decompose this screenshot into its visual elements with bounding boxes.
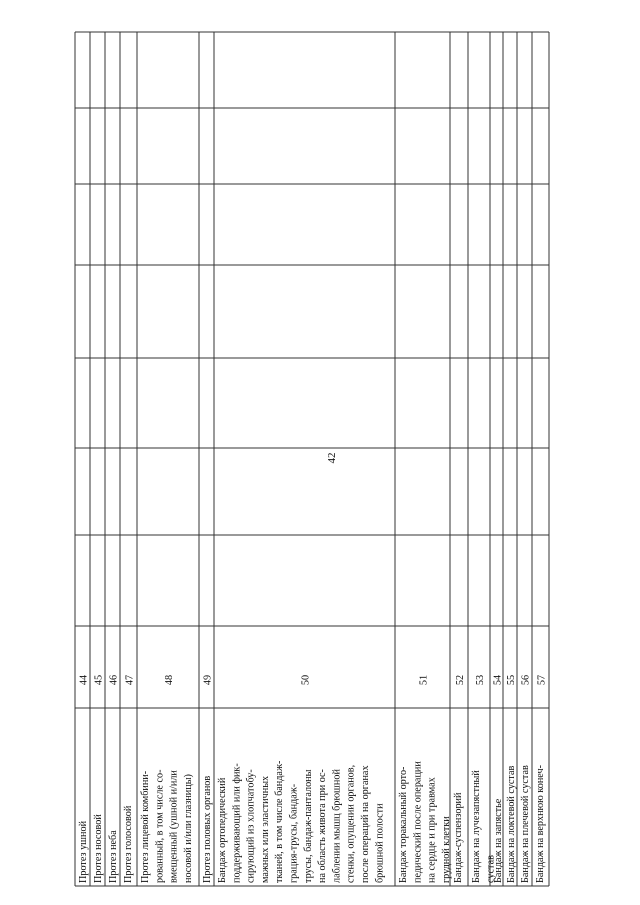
table-row-number: 48 bbox=[164, 674, 175, 686]
table-row-label-line: тканей, в том числе бандаж- bbox=[274, 760, 286, 883]
table-row-label-line: Протез половых органов bbox=[202, 775, 213, 883]
table-row-number: 49 bbox=[202, 674, 214, 686]
table-row-label bbox=[140, 769, 194, 883]
table-row-label bbox=[217, 760, 385, 883]
table-row-label bbox=[108, 830, 119, 883]
table-row-label-line: Бандаж на запястье bbox=[493, 798, 504, 883]
table-row-label-line: брюшной полости bbox=[374, 803, 386, 883]
table-row-number: 45 bbox=[93, 674, 105, 686]
table-row-number: 44 bbox=[78, 674, 90, 686]
table-row-label-line: лаблении мышц брюшной bbox=[331, 769, 343, 883]
table-row-label-line: трусы, бандаж-панталоны bbox=[302, 769, 314, 883]
table-row-label-line: Бандаж на лучезапястный bbox=[471, 770, 482, 883]
table-row-label-line: Бандаж на верхнюю конеч- bbox=[535, 764, 546, 883]
table-row-label-line: вмещенный (ушной и/или bbox=[168, 770, 180, 883]
table-row-label-line: Протез ушной bbox=[78, 820, 89, 883]
table-row-label-line: на область живота при ос- bbox=[317, 769, 329, 883]
table-row-label-line: поддерживающий или фик- bbox=[231, 763, 243, 883]
table-row-label-line: Протез голосовой bbox=[123, 805, 134, 883]
table-row-number: 57 bbox=[536, 674, 548, 686]
table-row-label-line: носовой и/или глазницы) bbox=[182, 774, 194, 883]
table-row-number: 54 bbox=[492, 674, 504, 686]
table-row-label-line: грация-трусы, бандаж- bbox=[288, 783, 300, 883]
table-row-label bbox=[453, 792, 464, 883]
table-row-label bbox=[493, 798, 504, 883]
table-row-label-line: Протез лицевой комбини- bbox=[140, 770, 151, 883]
table-row-number: 56 bbox=[520, 674, 532, 686]
table-row-label-line: после операций на органах bbox=[360, 765, 371, 883]
table-row-label-line: Протез неба bbox=[108, 830, 119, 883]
table-row-label-line: Бандаж на плечевой сустав bbox=[520, 765, 531, 883]
table-row-number: 51 bbox=[418, 674, 430, 686]
table-row-label-line: Бандаж на локтевой сустав bbox=[506, 765, 517, 883]
table-row-number: 46 bbox=[108, 674, 120, 686]
table-row-label bbox=[535, 764, 546, 883]
table-row-number: 55 bbox=[506, 674, 517, 686]
table-row-label-line: мажных или эластичных bbox=[259, 775, 271, 883]
table-row-label-line: Протез носовой bbox=[93, 814, 104, 883]
table-row-label-line: Бандаж ортопедический bbox=[217, 777, 228, 883]
table-row-label-line: сирующий из хлопчатобу- bbox=[245, 769, 257, 883]
table-row-number: 52 bbox=[455, 674, 466, 686]
table-row-label-line: педический после операции bbox=[412, 761, 424, 883]
table-row-label bbox=[506, 765, 517, 883]
page-number: 42 bbox=[326, 452, 338, 464]
table-row-label bbox=[123, 805, 134, 883]
table-row-label bbox=[78, 820, 89, 883]
table-row-label-line: рованный, в том числе со- bbox=[154, 769, 166, 883]
table-row-number: 50 bbox=[300, 674, 312, 686]
table-row-label-line: на сердце и при травмах bbox=[426, 777, 438, 883]
table-row-label bbox=[520, 765, 531, 883]
table-row-label-line: сустав bbox=[485, 855, 497, 883]
table-row-label bbox=[93, 814, 104, 883]
table-row-number: 47 bbox=[124, 674, 136, 686]
table-row-label-line: грудной клетки bbox=[440, 816, 452, 883]
table-row-label bbox=[398, 761, 452, 883]
table-row-label bbox=[202, 776, 213, 883]
table-row-number: 53 bbox=[475, 674, 486, 686]
table-row-label-line: Бандаж-суспензорий bbox=[453, 792, 464, 883]
table-row-label-line: стенки, опущении органов, bbox=[345, 764, 357, 883]
table-row-label-line: Бандаж торакальный орто- bbox=[398, 766, 409, 883]
